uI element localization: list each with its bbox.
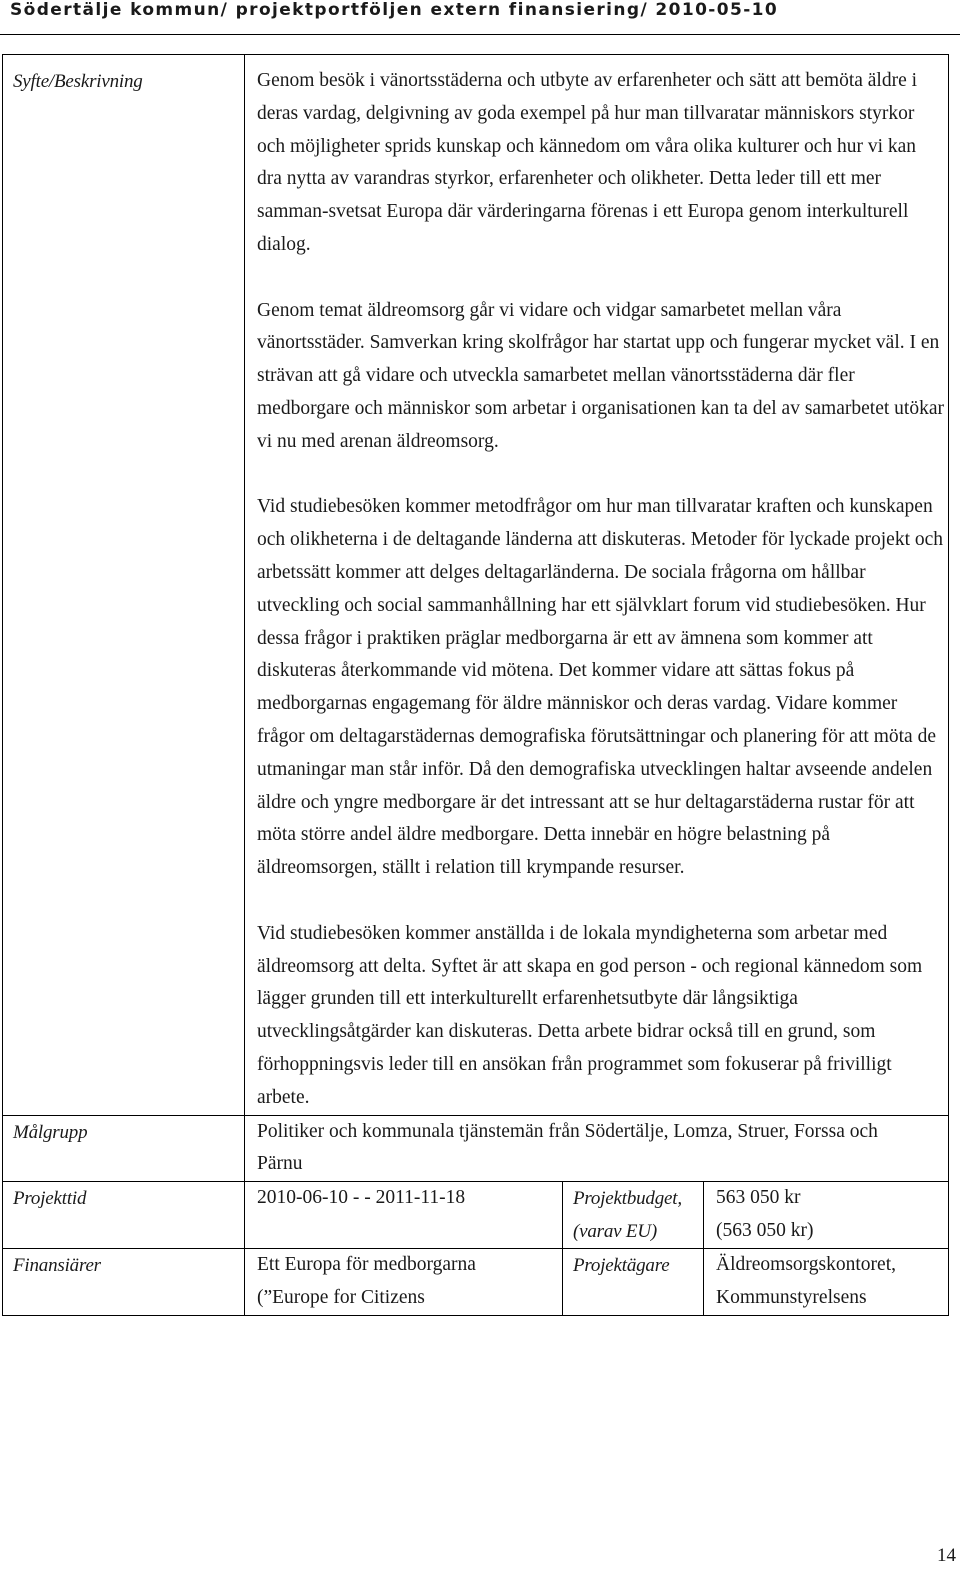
finansiarer-value-line2: (”Europe for Citizens — [257, 1286, 425, 1308]
projektbudget-value-line1: 563 050 kr — [716, 1187, 801, 1209]
projektbudget-value — [704, 1182, 949, 1249]
syfte-paragraph-2: Genom temat äldreomsorg går vi vidare och vidgar samarbetet mellan våra vänortsstäder. Samverkan kring skolfrågor har startat upp och fungerar mycket väl. I en strävan att gå vidare och utveckla samarbetet mellan vänortsstäderna där fler medborgare och människor som arbetar i organisationen kan ta del av samarbetet utökar vi nu med arenan äldreomsorg. — [257, 299, 944, 452]
projektbudget-value-line2: (563 050 kr) — [716, 1219, 814, 1241]
projektbudget-label-line2: (varav EU) — [573, 1221, 657, 1243]
finansiarer-value-line1: Ett Europa för medborgarna — [257, 1254, 476, 1276]
page-header: Södertälje kommun/ projektportföljen extern finansiering/ 2010-05-10 — [10, 0, 779, 20]
projektagare-value — [704, 1249, 949, 1316]
finansiarer-row — [3, 1249, 949, 1316]
projektbudget-label-line1: Projektbudget, — [573, 1188, 682, 1210]
finansiarer-label: Finansiärer — [3, 1249, 245, 1316]
syfte-paragraph-4: Vid studiebesöken kommer anställda i de lokala myndigheterna som arbetar med äldreomsorg att delta. Syftet är att skapa en god person - och regional kännedom som lägger grunden till ett interkulturellt erfarenhetsutbyte där långsiktiga utvecklingsåtgärder kan diskuteras. Detta arbete bidrar också till en grund, som förhoppningsvis leder till en ansökan från programmet som fokuserar på frivilligt arbete. — [257, 922, 923, 1108]
header-rule — [0, 34, 960, 35]
projektbudget-label — [563, 1182, 704, 1249]
syfte-paragraph-1: Genom besök i vänortsstäderna och utbyte av erfarenheter och sätt att bemöta äldre i deras vardag, delgivning av goda exempel på hur man tillvaratar människors styrkor och möjligheter sprids kunskap och kännedom om våra olika kulturer och hur vi kan dra nytta av varandras styrkor, erfarenheter och olikheter. Detta leder till ett mer samman-svetsat Europa där värderingarna förenas i ett Europa genom interkulturell dialog. — [257, 70, 918, 255]
projektagare-label: Projektägare — [563, 1249, 704, 1316]
malgrupp-row — [3, 1115, 949, 1182]
projektagare-value-line2: Kommunstyrelsens — [716, 1286, 867, 1308]
projekttid-label: Projekttid — [3, 1182, 245, 1249]
syfte-label: Syfte/Beskrivning — [3, 55, 245, 1116]
syfte-description — [245, 55, 949, 1116]
syfte-paragraph-3: Vid studiebesöken kommer metodfrågor om hur man tillvaratar kraften och kunskapen och olikheterna i de deltagande länderna att diskuteras. Metoder för lyckade projekt och arbetssätt kommer att delges deltagarländerna. De sociala frågorna om hållbar utveckling och social sammanhållning har ett självklart forum vid studiebesöken. Hur dessa frågor i praktiken präglar medborgarna är ett av ämnena som kommer att diskuteras återkommande vid mötena. Det kommer vidare att sättas fokus på medborgarnas engagemang för äldre människor och deras vardag. Vidare kommer frågor om deltagarstädernas demografiska förutsättningar och planering för att möta de utmaningar man står inför. Då den demografiska utvecklingen haltar avseende andelen äldre och yngre medborgare är det intressant att se hur deltagarstäderna rustar för att möta större andel äldre medborgare. Detta innebär en högre belastning på äldreomsorgen, ställt i relation till krympande resurser. — [257, 496, 944, 879]
projekttid-value: 2010-06-10 - - 2011-11-18 — [245, 1182, 563, 1249]
page-number: 14 — [937, 1545, 956, 1566]
syfte-row — [3, 55, 949, 1116]
finansiarer-value — [245, 1249, 563, 1316]
projekttid-row — [3, 1182, 949, 1249]
project-table — [2, 54, 949, 1316]
malgrupp-value: Politiker och kommunala tjänstemän från Södertälje, Lomza, Struer, Forssa och Pärnu — [245, 1115, 949, 1182]
projektagare-value-line1: Äldreomsorgskontoret, — [716, 1254, 896, 1276]
malgrupp-label: Målgrupp — [3, 1115, 245, 1182]
